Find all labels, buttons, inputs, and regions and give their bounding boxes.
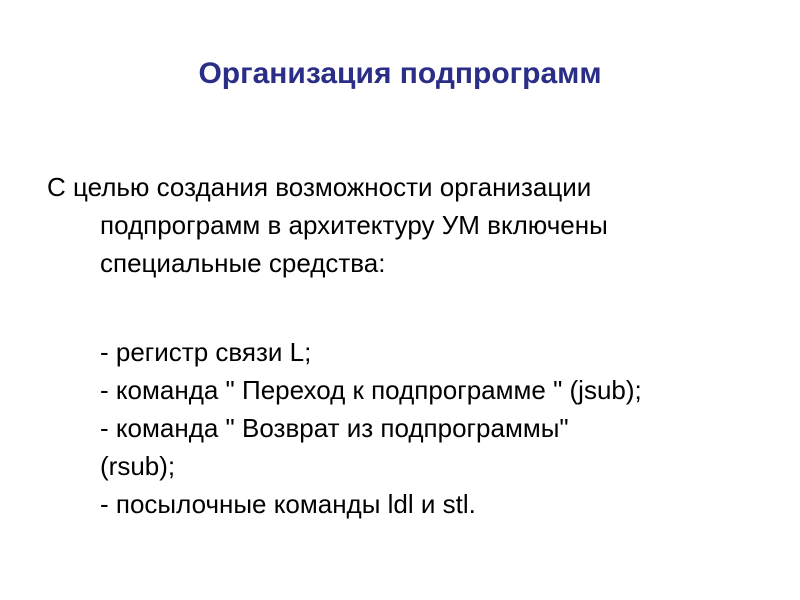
- intro-line: подпрограмм в архитектуру УМ включены: [100, 210, 608, 240]
- list-item: - регистр связи L;: [100, 337, 312, 367]
- list-item: - посылочные команды ldl и stl.: [100, 489, 476, 519]
- slide-title: Организация подпрограмм: [198, 57, 602, 90]
- features-list: [100, 333, 780, 523]
- intro-paragraph: [47, 168, 767, 282]
- list-item: - команда " Переход к подпрограмме " (jsub);: [100, 375, 642, 405]
- intro-line: специальные средства:: [100, 248, 386, 278]
- intro-line: С целью создания возможности организации: [47, 172, 592, 202]
- list-item-continuation: (rsub);: [100, 451, 176, 481]
- list-item: - команда " Возврат из подпрограммы": [100, 413, 569, 443]
